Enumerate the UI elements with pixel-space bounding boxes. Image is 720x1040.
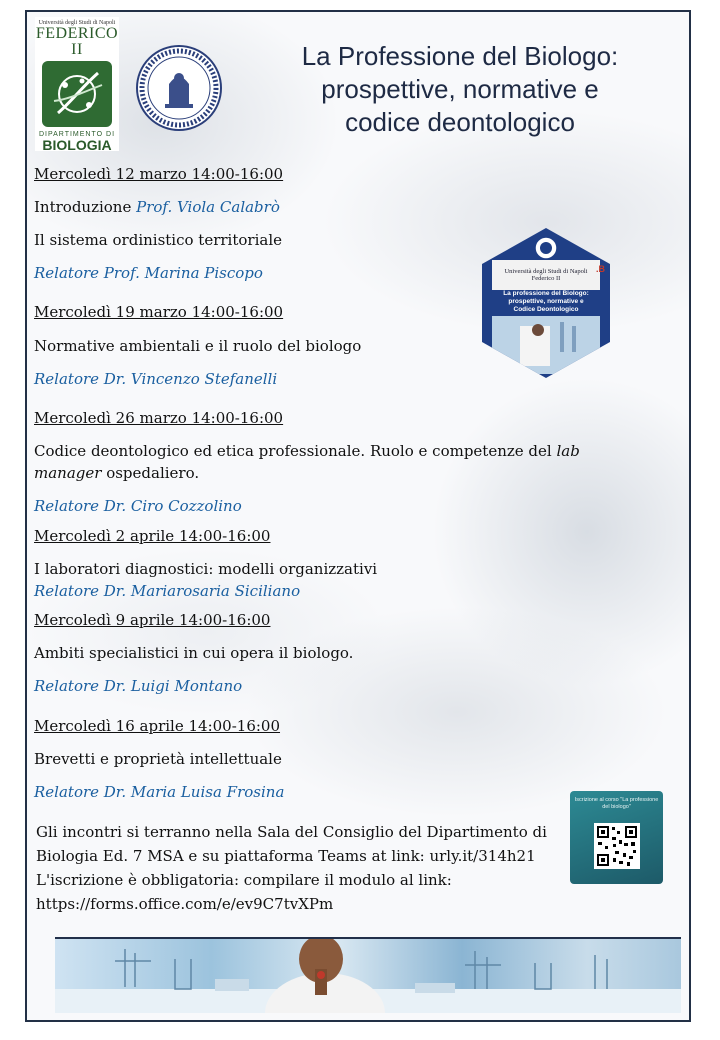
topic-part-italic: lab [556, 442, 580, 460]
lab-scene-image [55, 939, 681, 1013]
footer-info [36, 820, 566, 916]
session-speaker: Relatore Dr. Ciro Cozzolino [34, 497, 242, 515]
session-intro [34, 198, 280, 216]
session-topic [34, 442, 580, 460]
svg-text:.B: .B [596, 264, 605, 274]
session-speaker: Relatore Prof. Marina Piscopo [34, 264, 263, 282]
session-speaker: Relatore Dr. Luigi Montano [34, 677, 243, 695]
session-date: Mercoledì 26 marzo 14:00-16:00 [34, 409, 284, 427]
university-seal-icon [135, 44, 223, 132]
dna-emblem-icon [42, 61, 112, 127]
session-speaker: Relatore Dr. Vincenzo Stefanelli [34, 370, 278, 388]
logo-biologia-text: BIOLOGIA [42, 137, 112, 153]
session-date: Mercoledì 2 aprile 14:00-16:00 [34, 527, 271, 545]
logo-federico-text: FEDERICO II [35, 25, 119, 58]
session-topic: Ambiti specialistici in cui opera il biologo. [34, 644, 354, 662]
logo-university-text: Università degli Studi di Napoli [38, 20, 116, 26]
intro-speaker: Prof. Viola Calabrò [136, 198, 280, 216]
footer-line-2: Biologia Ed. 7 MSA e su piattaforma Teams at link: urly.it/314h21 [36, 847, 536, 865]
session-topic: Il sistema ordinistico territoriale [34, 231, 282, 249]
lab-photo-banner [55, 937, 681, 1013]
session-date: Mercoledì 9 aprile 14:00-16:00 [34, 611, 271, 629]
session-topic: Normative ambientali e il ruolo del biologo [34, 337, 362, 355]
topic-part: Codice deontologico ed etica professionale. Ruolo e competenze del [34, 442, 552, 460]
flyer-frame [25, 10, 691, 1022]
title-line-3: codice deontologico [345, 107, 575, 137]
registration-link[interactable]: https://forms.office.com/e/ev9C7tvXPm [36, 895, 334, 913]
footer-line-3: L'iscrizione è obbligatoria: compilare il modulo al link: [36, 871, 452, 889]
topic-part-italic: manager [34, 464, 102, 482]
footer-line-1: Gli incontri si terranno nella Sala del Consiglio del Dipartimento di [36, 823, 547, 841]
session-date: Mercoledì 12 marzo 14:00-16:00 [34, 165, 284, 183]
qr-card[interactable] [570, 791, 663, 884]
badge-text: La professione del Biologo: prospettive, normative e Codice Deontologico [503, 290, 589, 313]
intro-label: Introduzione [34, 198, 132, 216]
logo-department-text: DIPARTIMENTO DI [38, 131, 116, 138]
session-date: Mercoledì 16 aprile 14:00-16:00 [34, 717, 281, 735]
session-speaker: Relatore Dr. Maria Luisa Frosina [34, 783, 285, 801]
topic-part: ospedaliero. [106, 464, 200, 482]
course-badge [480, 226, 612, 380]
badge-university: Università degli Studi di Napoli Federico II [504, 268, 588, 282]
qr-caption: Iscrizione al corso "La professione del biologo" [574, 797, 659, 810]
session-date: Mercoledì 19 marzo 14:00-16:00 [34, 303, 284, 321]
page-title [265, 40, 655, 139]
qr-code-icon[interactable] [594, 823, 640, 869]
session-topic: Brevetti e proprietà intellettuale [34, 750, 282, 768]
session-topic: I laboratori diagnostici: modelli organizzativi [34, 560, 378, 578]
title-line-1: La Professione del Biologo: [301, 41, 619, 71]
session-speaker: Relatore Dr. Mariarosaria Siciliano [34, 582, 301, 600]
title-line-2: prospettive, normative e [321, 74, 599, 104]
session-topic-cont [34, 464, 199, 482]
department-logo [35, 17, 119, 151]
